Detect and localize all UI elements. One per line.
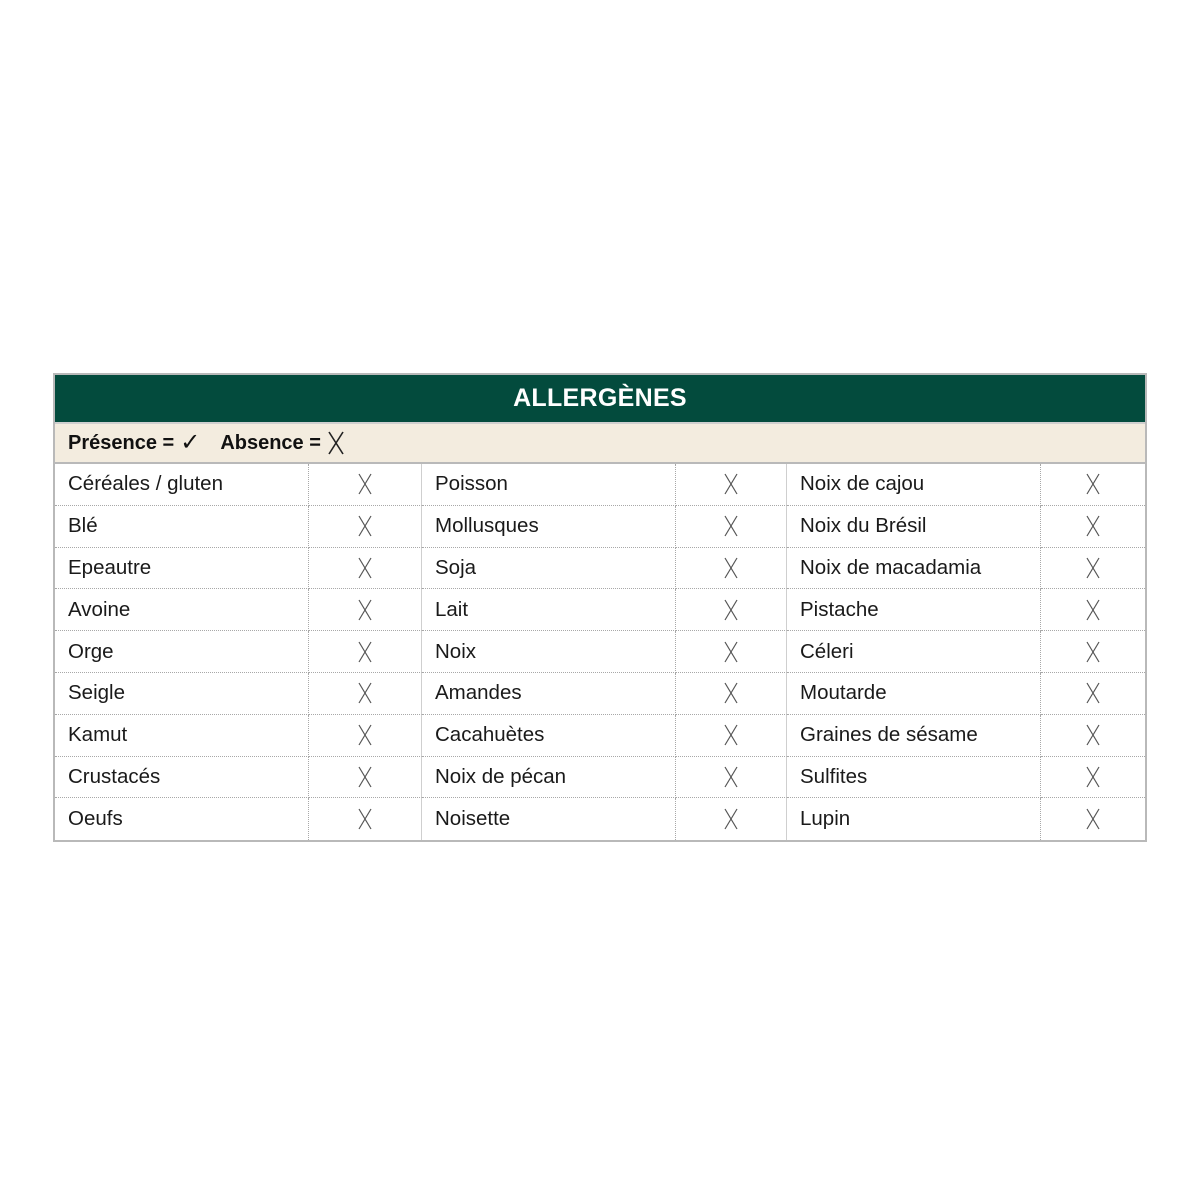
allergen-name: Seigle bbox=[55, 673, 309, 715]
cross-icon bbox=[1041, 757, 1145, 799]
cross-icon bbox=[309, 506, 422, 548]
cross-icon bbox=[309, 589, 422, 631]
allergen-table bbox=[53, 373, 1147, 842]
cross-icon bbox=[327, 431, 345, 455]
allergen-name: Cacahuètes bbox=[422, 715, 676, 757]
allergen-name: Noix du Brésil bbox=[787, 506, 1041, 548]
cross-icon bbox=[309, 715, 422, 757]
allergen-name: Noix de cajou bbox=[787, 464, 1041, 506]
allergen-name: Noix bbox=[422, 631, 676, 673]
cross-icon bbox=[309, 798, 422, 840]
allergen-grid bbox=[55, 464, 1145, 840]
presence-label: Présence = bbox=[68, 431, 175, 454]
cross-icon bbox=[676, 506, 787, 548]
allergen-name: Céréales / gluten bbox=[55, 464, 309, 506]
cross-icon bbox=[309, 631, 422, 673]
cross-icon bbox=[1041, 798, 1145, 840]
allergen-name: Crustacés bbox=[55, 757, 309, 799]
cross-icon bbox=[676, 673, 787, 715]
cross-icon bbox=[676, 631, 787, 673]
allergen-name: Kamut bbox=[55, 715, 309, 757]
allergen-name: Orge bbox=[55, 631, 309, 673]
allergen-name: Oeufs bbox=[55, 798, 309, 840]
cross-icon bbox=[309, 548, 422, 590]
allergen-name: Mollusques bbox=[422, 506, 676, 548]
cross-icon bbox=[676, 548, 787, 590]
cross-icon bbox=[1041, 506, 1145, 548]
allergen-name: Sulfites bbox=[787, 757, 1041, 799]
allergen-name: Blé bbox=[55, 506, 309, 548]
allergen-name: Graines de sésame bbox=[787, 715, 1041, 757]
allergen-name: Moutarde bbox=[787, 673, 1041, 715]
cross-icon bbox=[1041, 589, 1145, 631]
legend-absence bbox=[220, 431, 345, 455]
cross-icon bbox=[676, 757, 787, 799]
cross-icon bbox=[309, 757, 422, 799]
allergen-name: Lupin bbox=[787, 798, 1041, 840]
cross-icon bbox=[1041, 715, 1145, 757]
legend-presence bbox=[68, 431, 200, 455]
cross-icon bbox=[1041, 673, 1145, 715]
allergen-name: Lait bbox=[422, 589, 676, 631]
cross-icon bbox=[1041, 464, 1145, 506]
cross-icon bbox=[676, 464, 787, 506]
cross-icon bbox=[1041, 548, 1145, 590]
cross-icon bbox=[676, 589, 787, 631]
allergen-name: Noix de macadamia bbox=[787, 548, 1041, 590]
check-icon: ✓ bbox=[180, 429, 201, 456]
absence-label: Absence = bbox=[220, 431, 321, 454]
allergen-name: Noix de pécan bbox=[422, 757, 676, 799]
allergen-name: Amandes bbox=[422, 673, 676, 715]
allergen-name: Noisette bbox=[422, 798, 676, 840]
allergen-name: Poisson bbox=[422, 464, 676, 506]
legend-bar bbox=[55, 422, 1145, 464]
allergen-name: Soja bbox=[422, 548, 676, 590]
allergen-name: Céleri bbox=[787, 631, 1041, 673]
allergen-name: Avoine bbox=[55, 589, 309, 631]
cross-icon bbox=[676, 715, 787, 757]
table-title: ALLERGÈNES bbox=[55, 375, 1145, 422]
cross-icon bbox=[309, 673, 422, 715]
cross-icon bbox=[1041, 631, 1145, 673]
allergen-name: Epeautre bbox=[55, 548, 309, 590]
cross-icon bbox=[309, 464, 422, 506]
allergen-name: Pistache bbox=[787, 589, 1041, 631]
cross-icon bbox=[676, 798, 787, 840]
